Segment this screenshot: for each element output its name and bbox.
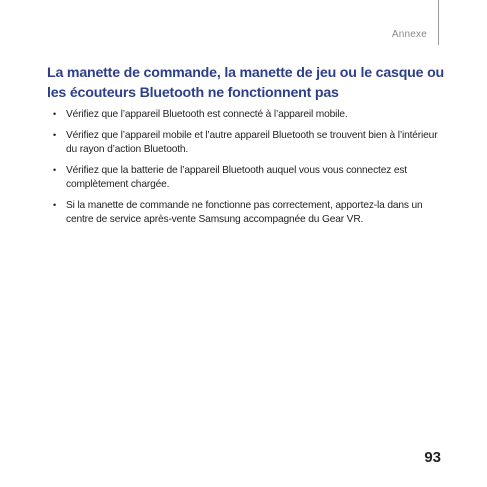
- list-item-text: Vérifiez que l’appareil Bluetooth est connecté à l’appareil mobile.: [66, 109, 348, 120]
- page-number: 93: [424, 449, 441, 466]
- bullet-icon: •: [53, 109, 57, 119]
- list-item: [52, 108, 444, 122]
- bullet-icon: •: [53, 165, 57, 175]
- list-item-text: Vérifiez que la batterie de l’appareil Bluetooth auquel vous vous connectez est complètement chargée.: [66, 165, 407, 190]
- header-divider: [438, 0, 439, 45]
- list-item-text: Vérifiez que l’appareil mobile et l’autre appareil Bluetooth se trouvent bien à l’intérieur du rayon d’action Bluetooth.: [66, 130, 438, 155]
- header-section-label: Annexe: [391, 29, 427, 40]
- bullet-icon: •: [53, 200, 57, 210]
- troubleshooting-list: [52, 108, 444, 234]
- bullet-icon: •: [53, 130, 57, 140]
- list-item-text: Si la manette de commande ne fonctionne pas correctement, apportez-la dans un centre de service après-vente Samsung accompagnée du Gear VR.: [66, 200, 423, 225]
- section-title: La manette de commande, la manette de jeu ou le casque ou les écouteurs Bluetooth ne fonctionnent pas: [47, 65, 444, 101]
- list-item: [52, 129, 444, 157]
- list-item: [52, 199, 444, 227]
- list-item: [52, 164, 444, 192]
